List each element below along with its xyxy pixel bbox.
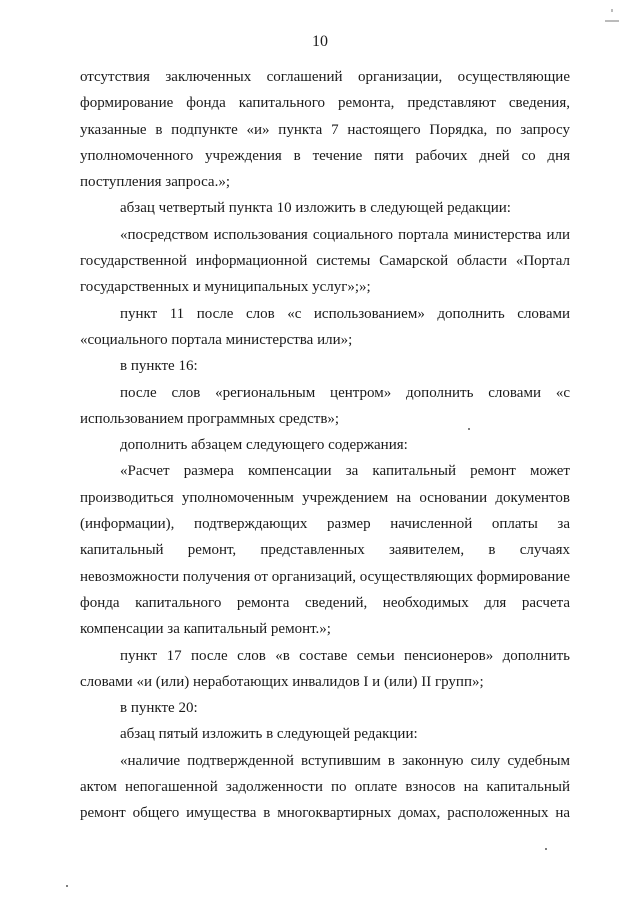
scan-speck (545, 848, 547, 850)
scan-speck (66, 885, 68, 887)
page-number: 10 (312, 33, 328, 50)
paragraph-quoted-portal: «посредством использования социального портала министерства или государственной информационной системы Самарской области «Портал государственных и муниципальных услуг»;»; (80, 226, 570, 296)
paragraph-amendment-17: пункт 17 после слов «в составе семьи пенсионеров» дополнить словами «и (или) неработающих инвалидов I и (или) II групп»; (80, 647, 570, 690)
paragraph-point-16: в пункте 16: (120, 358, 198, 375)
paragraph-point-20: в пункте 20: (120, 700, 198, 717)
paragraph-amendment-10: абзац четвертый пункта 10 изложить в следующей редакции: (120, 200, 511, 217)
paragraph-regional-center: после слов «региональным центром» дополнить словами «с использованием программных средств»; (80, 384, 570, 427)
paragraph-continuation: отсутствия заключенных соглашений организации, осуществляющие формирование фонда капитального ремонта, представляют сведения, указанные в подпункте «и» пункта 7 настоящего Порядка, по запросу уполномоченного учреждения в течение пяти рабочих дней со дня поступления запроса.»; (80, 69, 570, 191)
scan-corner-mark (602, 8, 622, 24)
scan-speck (468, 428, 470, 430)
paragraph-abzac-five: абзац пятый изложить в следующей редакции: (120, 726, 418, 743)
paragraph-amendment-11: пункт 11 после слов «с использованием» дополнить словами «социального портала министерства или»; (80, 305, 570, 348)
document-body (80, 64, 570, 827)
paragraph-quoted-debt: «наличие подтвержденной вступившим в законную силу судебным актом непогашенной задолженности по оплате взносов на капитальный ремонт общего имущества в многоквартирных домах, расположенных на (80, 752, 570, 822)
paragraph-quoted-compensation: «Расчет размера компенсации за капитальный ремонт может производиться уполномоченным учреждением на основании документов (информации), подтверждающих размер начисленной оплаты за капитальный ремонт, представленных заявителем, в случаях невозможности получения от организаций, осуществляющих формирование фонда капитального ремонта сведений, необходимых для расчета компенсации за капитальный ремонт.»; (80, 463, 570, 638)
paragraph-add-abzac: дополнить абзацем следующего содержания: (120, 437, 408, 454)
